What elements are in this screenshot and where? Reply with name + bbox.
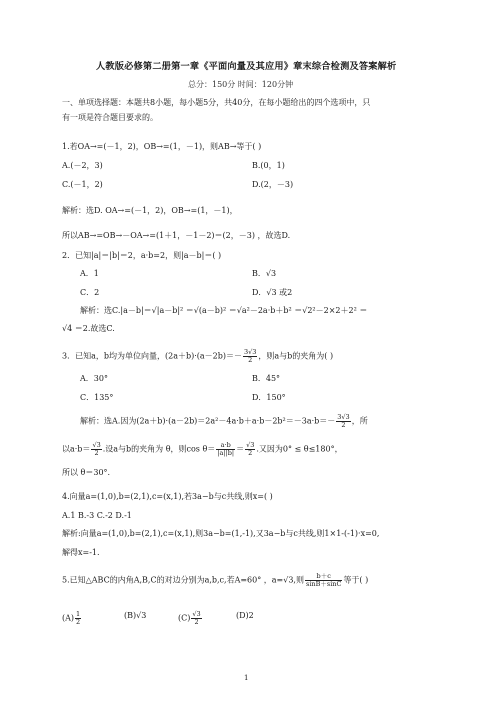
fraction-denominator: |a||b| xyxy=(217,449,235,457)
q1-option-d: D.(2，－3) xyxy=(252,180,294,189)
q2-option-d: D．√3 或2 xyxy=(252,288,293,297)
q5-stem xyxy=(62,573,368,588)
q2-solution-line2: √4 ＝2.故选C. xyxy=(62,324,115,333)
q3-option-c: C．135° xyxy=(80,393,114,402)
q3-stem-fraction xyxy=(243,349,257,364)
q3-solution2-mid: .设a与b的夹角为 θ，则cos θ＝ xyxy=(102,444,216,454)
fraction-denominator: 2 xyxy=(248,449,253,457)
fraction xyxy=(216,442,235,457)
fraction-denominator: 2 xyxy=(94,449,99,457)
q1-solution-line2: 所以AB→=OB→－OA→=(1＋1，－1－2)＝(2，－3) ，故选D. xyxy=(62,231,291,240)
q3-option-d: D．150° xyxy=(252,393,286,402)
page-number: 1 xyxy=(244,674,249,682)
q4-solution-line2: 解得x=-1. xyxy=(62,548,100,557)
q5-option-c xyxy=(178,611,203,626)
q1-option-c: C.(－1，2) xyxy=(62,180,103,189)
q5-option-d: (D)2 xyxy=(236,611,254,620)
q3-stem-tail: ，则a与b的夹角为( ) xyxy=(258,351,334,361)
q5-option-a xyxy=(62,611,82,626)
fraction xyxy=(191,611,201,626)
equals-sign: ＝ xyxy=(236,444,245,454)
section-heading-line1: 一、单项选择题：本题共8小题，每小题5分，共40分，在每小题给出的四个选项中，只 xyxy=(62,98,371,107)
q5-stem-fraction xyxy=(305,573,342,588)
fraction-denominator: sinB＋sinC xyxy=(305,580,342,588)
document-title: 人教版必修第二册第一章《平面向量及其应用》章末综合检测及答案解析 xyxy=(96,61,397,72)
q2-option-c: C．2 xyxy=(80,288,100,297)
fraction-denominator: 2 xyxy=(76,618,81,626)
fraction-numerator: √3 xyxy=(92,441,101,449)
q3-solution-fraction xyxy=(336,414,350,429)
q3-stem-text: 3．已知a，b均为单位向量，(2a＋b)·(a－2b)＝－ xyxy=(62,351,242,361)
fraction-numerator: 3√3 xyxy=(337,413,350,421)
fraction xyxy=(91,442,101,457)
q2-option-b: B．√3 xyxy=(252,269,277,278)
q1-option-a: A.(－2，3) xyxy=(62,161,103,170)
q1-stem: 1.若OA→=(－1，2)，OB→=(1，－1)，则AB→等于( ) xyxy=(62,142,262,151)
q3-solution2-tail: .又因为0° ≤ θ≤180°， xyxy=(256,444,343,454)
q5-option-b: (B)√3 xyxy=(124,611,147,620)
exam-meta: 总分：150分 时间：120分钟 xyxy=(188,80,294,89)
q3-solution-tail: ，所 xyxy=(351,416,368,426)
fraction-numerator: b＋c xyxy=(305,573,342,581)
q3-solution-line1 xyxy=(80,414,368,429)
q5-stem-text: 5.已知△ABC的内角A,B,C的对边分别为a,b,c,若A=60° ，a=√3,则 xyxy=(62,575,304,585)
q1-option-b: B.(0，1) xyxy=(252,161,285,170)
fraction xyxy=(245,442,255,457)
q4-options: A.1 B.-3 C.-2 D.-1 xyxy=(62,511,132,520)
q4-stem: 4.向量a=(1,0),b=(2,1),c=(x,1),若3a−b与c共线,则x=( ) xyxy=(62,492,273,501)
fraction-numerator: 1 xyxy=(76,610,81,618)
q3-stem xyxy=(62,349,333,364)
fraction-denominator: 2 xyxy=(248,356,253,364)
option-label: (C) xyxy=(178,613,191,623)
fraction-numerator: √3 xyxy=(246,441,255,449)
fraction xyxy=(75,611,81,626)
q5-stem-tail: 等于( ) xyxy=(343,575,369,585)
fraction-numerator: √3 xyxy=(192,610,201,618)
q2-stem: 2．已知|a|＝|b|＝2，a·b=2，则|a－b|＝( ) xyxy=(62,251,222,260)
option-label: (A) xyxy=(62,613,75,623)
q4-solution-line1: 解析:向量a=(1,0),b=(2,1),c=(x,1),则3a−b=(1,-1),又3a−b与c共线,则1×1-(-1)·x=0, xyxy=(62,529,380,538)
q2-solution-line1: 解析：选C.|a－b|＝√|a－b|² ＝√(a－b)² ＝√a²－2a·b＋b² ＝√2²－2×2＋2² ＝ xyxy=(80,306,368,315)
q3-solution-line3: 所以 θ＝30°. xyxy=(62,468,111,477)
q3-solution-text: 解析：选A.因为(2a＋b)·(a－2b)＝2a²－4a·b＋a·b－2b²＝－3a·b＝－ xyxy=(80,416,336,426)
fraction-denominator: 2 xyxy=(194,618,199,626)
q3-option-b: B．45° xyxy=(252,374,281,383)
fraction-denominator: 2 xyxy=(341,421,346,429)
q3-option-a: A．30° xyxy=(80,374,108,383)
q1-solution-line1: 解析：选D. OA→=(－1，2)，OB→=(1，－1)， xyxy=(62,206,238,215)
section-heading-line2: 有一项是符合题目要求的。 xyxy=(62,113,158,122)
fraction-numerator: 3√3 xyxy=(243,348,257,356)
q2-option-a: A．1 xyxy=(80,269,99,278)
q3-solution-line2 xyxy=(62,442,343,457)
q3-solution2-text: 以a·b＝ xyxy=(62,444,91,454)
fraction-numerator: a·b xyxy=(216,442,235,450)
